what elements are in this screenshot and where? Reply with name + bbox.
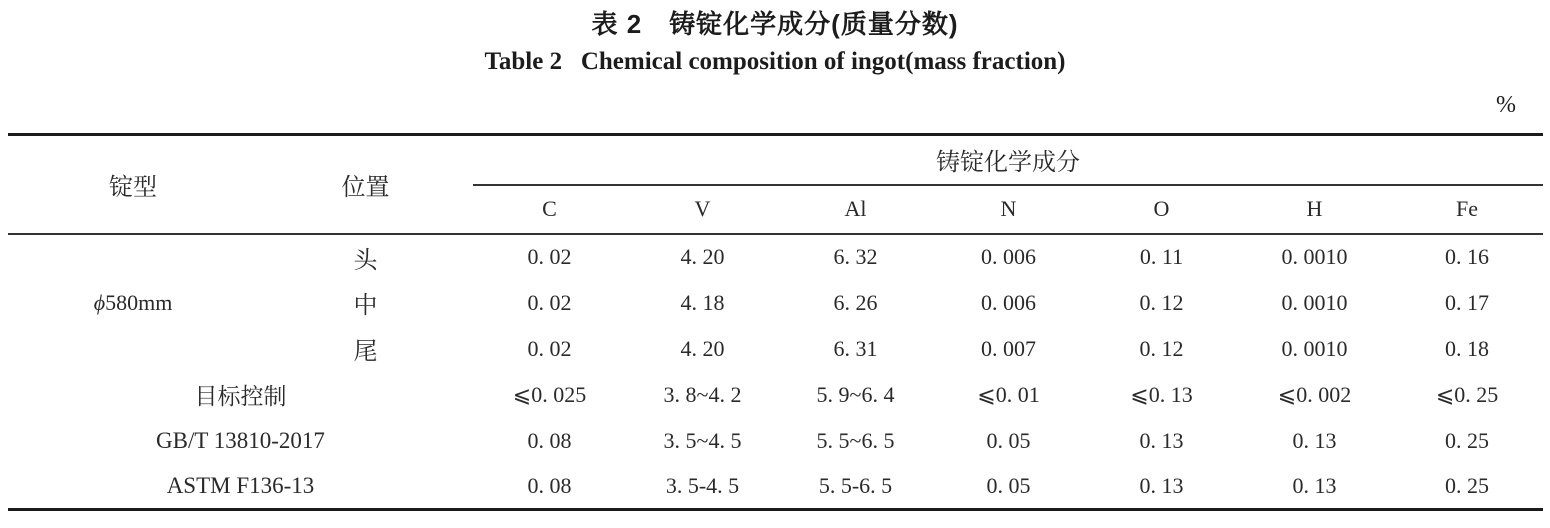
value-cell: 0. 0010	[1281, 289, 1348, 315]
value-cell: 0. 13	[1139, 427, 1184, 453]
table-row	[8, 372, 1543, 418]
ingot-type-cell: ϕ580mm	[93, 290, 173, 315]
spec-label-cell: GB/T 13810-2017	[156, 427, 325, 453]
value-cell: 5. 9~6. 4	[816, 381, 895, 407]
position-cell: 尾	[353, 339, 378, 365]
value-cell: 0. 05	[986, 472, 1031, 498]
value-cell: 0. 05	[986, 427, 1031, 453]
value-cell: 0. 08	[527, 472, 572, 498]
value-cell: 0. 16	[1445, 244, 1490, 269]
position-cell: 头	[353, 247, 378, 274]
value-cell: 0. 11	[1139, 244, 1184, 269]
col-header-element-o: O	[1085, 185, 1238, 234]
value-cell: 0. 18	[1445, 335, 1490, 361]
value-cell: 0. 13	[1139, 472, 1184, 498]
value-cell: ⩽0. 01	[977, 381, 1040, 407]
value-cell: ⩽0. 13	[1130, 381, 1193, 407]
value-cell: 0. 17	[1445, 289, 1490, 315]
value-cell: 0. 007	[981, 335, 1036, 361]
value-cell: 4. 20	[680, 335, 725, 361]
value-cell: 5. 5~6. 5	[816, 427, 895, 453]
spec-label-cell: ASTM F136-13	[166, 472, 315, 498]
col-header-element-c: C	[473, 185, 626, 234]
table-row	[8, 234, 1543, 280]
value-cell: 3. 8~4. 2	[663, 381, 742, 407]
value-cell: 0. 0010	[1281, 244, 1348, 269]
table-title-zh: 表 2 铸锭化学成分(质量分数)	[591, 9, 959, 39]
value-cell: 0. 08	[527, 427, 572, 453]
value-cell: 5. 5-6. 5	[818, 472, 893, 498]
value-cell: 0. 13	[1292, 427, 1337, 453]
col-header-ingot-type: 锭型	[8, 135, 258, 234]
col-header-position: 位置	[258, 135, 473, 234]
value-cell: 0. 02	[527, 335, 572, 361]
value-cell: 0. 0010	[1281, 335, 1348, 361]
position-cell: 中	[353, 293, 378, 319]
value-cell: 0. 02	[527, 244, 572, 269]
value-cell: 3. 5~4. 5	[663, 427, 742, 453]
value-cell: ⩽0. 025	[512, 381, 587, 407]
value-cell: 4. 18	[680, 289, 725, 315]
value-cell: 0. 006	[981, 244, 1036, 269]
table-title-en: Table 2 Chemical composition of ingot(mass fraction)	[484, 48, 1066, 75]
value-cell: 6. 31	[833, 335, 878, 361]
value-cell: 0. 12	[1139, 289, 1184, 315]
col-header-element-h: H	[1238, 185, 1391, 234]
value-cell: 0. 006	[981, 289, 1036, 315]
col-header-composition-span: 铸锭化学成分	[473, 135, 1543, 185]
col-header-element-n: N	[932, 185, 1085, 234]
value-cell: 3. 5-4. 5	[665, 472, 740, 498]
col-header-element-al: Al	[779, 185, 932, 234]
value-cell: 0. 25	[1445, 427, 1490, 453]
value-cell: 0. 13	[1292, 472, 1337, 498]
value-cell: 6. 26	[833, 289, 878, 315]
value-cell: 4. 20	[680, 244, 725, 269]
unit-label: %	[1496, 92, 1516, 118]
spec-label-cell: 目标控制	[194, 384, 287, 409]
composition-table	[8, 133, 1543, 511]
value-cell: 0. 12	[1139, 335, 1184, 361]
col-header-element-v: V	[626, 185, 779, 234]
value-cell: ⩽0. 002	[1277, 381, 1352, 407]
value-cell: 6. 32	[833, 244, 878, 269]
value-cell: 0. 02	[527, 289, 572, 315]
value-cell: ⩽0. 25	[1435, 381, 1499, 407]
table-row	[8, 418, 1543, 464]
col-header-element-fe: Fe	[1391, 185, 1543, 234]
value-cell: 0. 25	[1445, 472, 1490, 498]
table-row	[8, 464, 1543, 510]
